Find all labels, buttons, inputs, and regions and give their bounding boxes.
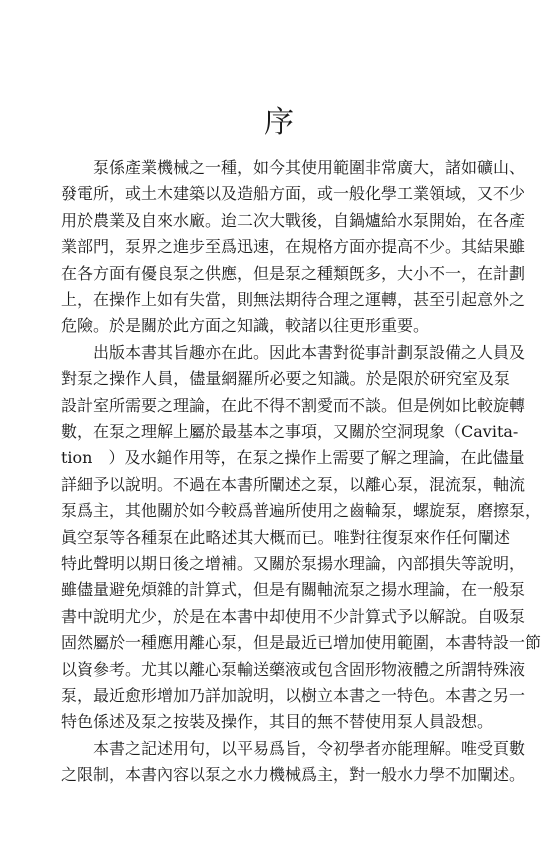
- text-line: 數，在泵之理解上屬於最基本之事項，又關於空洞現象（Cavita-: [61, 422, 519, 441]
- text-line: 之限制，本書內容以泵之水力機械爲主，對一般水力學不加闡述。: [61, 765, 526, 785]
- text-line: 出版本書其旨趣亦在此。因此本書對從事計劃泵設備之人員及: [93, 342, 526, 362]
- text-line: 用於農業及自來水廠。迨二次大戰後，自鍋爐給水泵開始，在各產: [61, 210, 526, 230]
- text-line: 特此聲明以期日後之增補。又關於泵揚水理論，內部損失等說明，: [61, 554, 526, 573]
- text-line: 書中說明尤少，於是在本書中却使用不少計算式予以解說。自吸泵: [61, 606, 526, 626]
- text-line: 業部門，泵界之進步至爲迅速，在規格方面亦提高不少。其結果雖: [61, 237, 526, 257]
- page-title: 序: [264, 105, 296, 141]
- text-line: 設計室所需要之理論，在此不得不割愛而不談。但是例如比較旋轉: [61, 395, 526, 415]
- text-line: 對泵之操作人員，儘量網羅所必要之知識。於是限於研究室及泵: [61, 369, 510, 389]
- text-line: 特色係述及泵之按裝及操作，其目的無不替使用泵人員設想。: [61, 712, 494, 732]
- text-line: 固然屬於一種應用離心泵，但是最近已增加使用範圍，本書特設一節: [61, 633, 542, 653]
- text-line: 在各方面有優良泵之供應，但是泵之種類旣多，大小不一，在計劃: [61, 263, 526, 283]
- text-line: 眞空泵等各種泵在此略述其大概而已。唯對往復泵來作任何闡述: [61, 527, 510, 547]
- text-line: 發電所，或土木建築以及造船方面，或一般化學工業領域，又不少: [61, 184, 526, 204]
- text-line: 泵，最近愈形增加乃詳加說明，以樹立本書之一特色。本書之另一: [61, 686, 526, 705]
- text-line: 危險。於是關於此方面之知識，較諸以往更形重要。: [61, 316, 430, 336]
- text-line: 泵爲主，其他關於如今較爲普遍所使用之齒輪泵，螺旋泵，磨擦泵，: [61, 501, 542, 521]
- text-line: 雖儘量避免煩雜的計算式，但是有關軸流泵之揚水理論，在一般泵: [61, 580, 526, 600]
- text-line: 泵係產業機械之一種，如今其使用範圍非常廣大，諸如礦山、: [93, 158, 526, 177]
- text-line: tion ）及水鎚作用等，在泵之操作上需要了解之理論，在此儘量: [61, 448, 525, 468]
- text-line: 上，在操作上如有失當，則無法期待合理之運轉，甚至引起意外之: [61, 290, 526, 309]
- text-line: 本書之記述用句，以平易爲旨，令初學者亦能理解。唯受頁數: [93, 738, 526, 758]
- text-line: 詳細予以說明。不過在本書所闡述之泵，以離心泵，混流泵，軸流: [61, 474, 526, 494]
- text-line: 以資參考。尤其以離心泵輸送藥液或包含固形物液體之所謂特殊液: [61, 659, 526, 679]
